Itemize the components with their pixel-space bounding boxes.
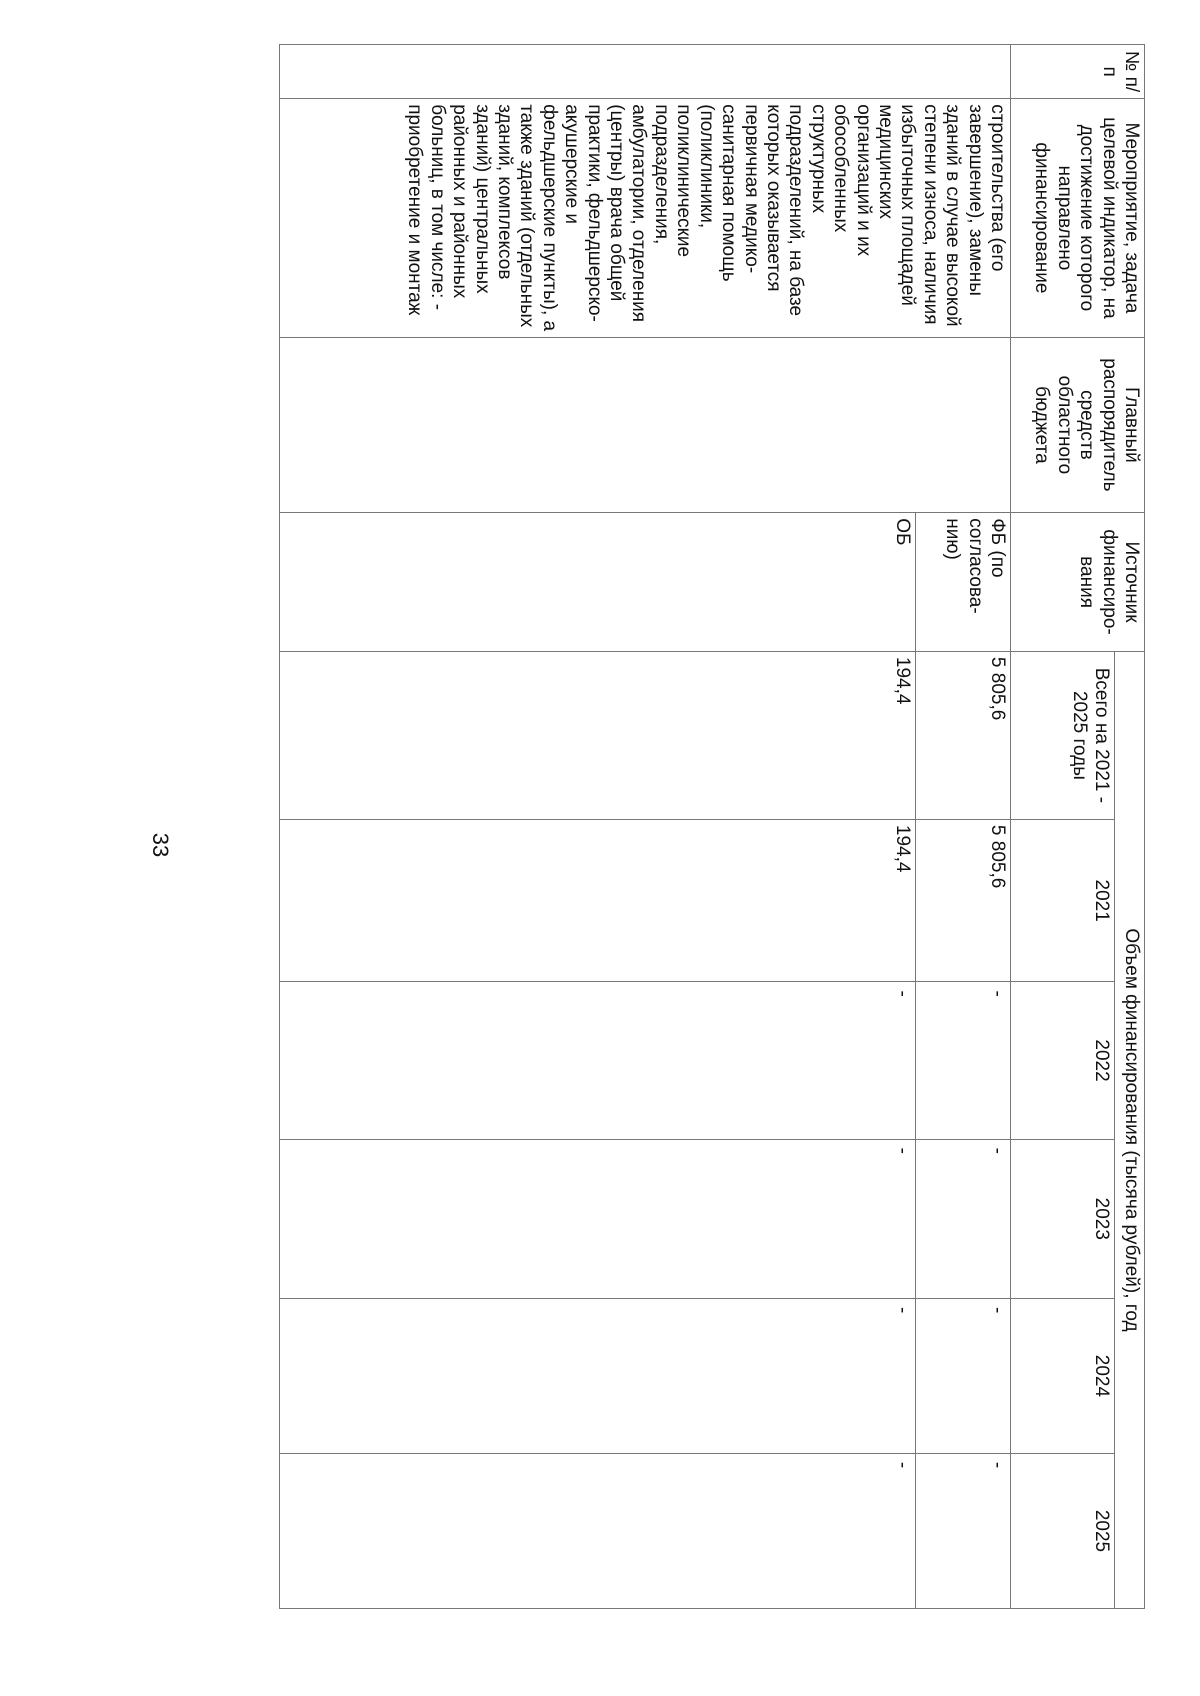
cell-2025: - [280, 1453, 916, 1608]
header-total: Всего на 2021 - 2025 годы [1011, 651, 1115, 819]
cell-2022: - [280, 982, 916, 1139]
cell-2022: - [916, 982, 1011, 1139]
cell-2024: - [280, 1298, 916, 1453]
cell-num [280, 45, 1011, 99]
header-year-2021: 2021 [1011, 819, 1115, 982]
header-year-2023: 2023 [1011, 1139, 1115, 1298]
cell-2024: - [916, 1298, 1011, 1453]
cell-2021: 5 805,6 [916, 819, 1011, 982]
header-source: Источник финансиро-вания [1011, 513, 1145, 652]
cell-2023: - [916, 1139, 1011, 1298]
header-activity: Мероприятие, задача целевой индикатор, на достижение которого направлено финансирование [1011, 99, 1145, 337]
table-row [916, 45, 1011, 1609]
cell-activity: строительства (его завершение), замены зданий в случае высокой степени износа, наличия избыточных площадей медицинских организаций и их обособленных структурных подразделений, на базе которых оказывается первичная медико-санитарная помощь (поликлиники, поликлинические подразделения, амбулатории, отделения (центры) врача общей практики, фельдшерско-акушерские и фельдшерские пункты), а также зданий (отдельных зданий, комплексов зданий) центральных районных и районных больниц, в том числе: - приобретение и монтаж [280, 99, 1011, 337]
header-year-2022: 2022 [1011, 982, 1115, 1139]
page-number: 33 [148, 832, 174, 858]
cell-total: 194,4 [280, 651, 916, 819]
header-year-2025: 2025 [1011, 1453, 1115, 1608]
cell-2023: - [280, 1139, 916, 1298]
cell-source: ОБ [280, 513, 916, 652]
cell-total: 5 805,6 [916, 651, 1011, 819]
cell-2025: - [916, 1453, 1011, 1608]
header-num: № п/п [1011, 45, 1145, 99]
header-admin: Главный распорядитель средств областного бюджета [1011, 337, 1145, 513]
rotated-table-container [200, 44, 1145, 1609]
financing-table [279, 44, 1145, 1609]
cell-source: ФБ (по согласова-нию) [916, 513, 1011, 652]
cell-admin [280, 337, 1011, 513]
header-volume: Объем финансирования (тысяча рублей), год [1115, 651, 1145, 1608]
cell-2021: 194,4 [280, 819, 916, 982]
header-year-2024: 2024 [1011, 1298, 1115, 1453]
